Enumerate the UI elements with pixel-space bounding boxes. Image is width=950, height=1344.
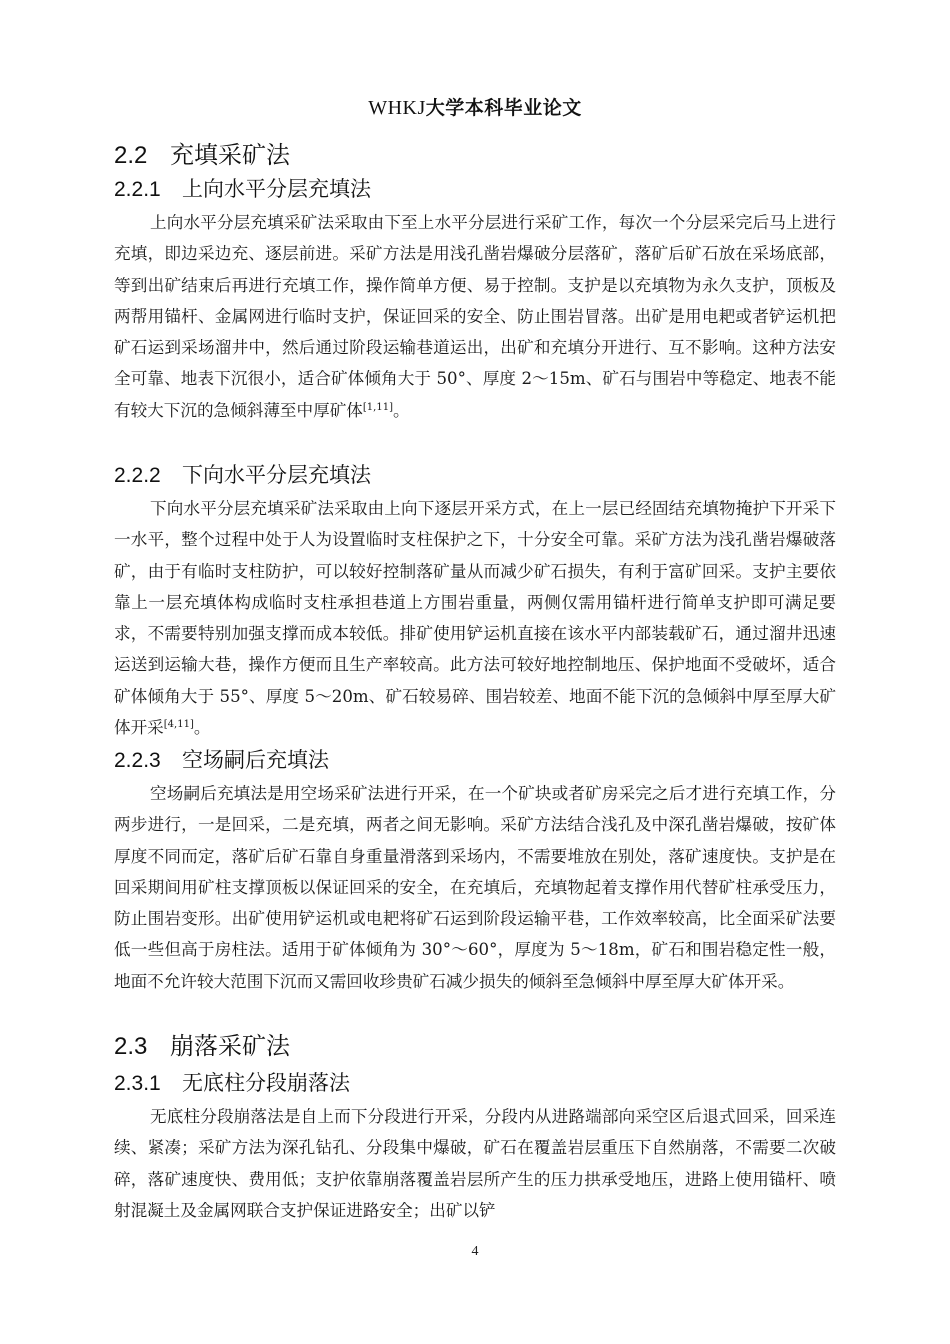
heading-number: 2.3 (114, 1033, 148, 1060)
heading-number: 2.3.1 (114, 1072, 161, 1095)
paragraph-text: 上向水平分层充填采矿法采取由下至上水平分层进行采矿工作，每次一个分层采完后马上进行充填，即边采边充、逐层前进。采矿方法是用浅孔凿岩爆破分层落矿，落矿后矿石放在采场底部，等到出矿结束后再进行充填工作，操作简单方便、易于控制。支护是以充填物为永久支护，顶板及两帮用锚杆、金属网进行临时支护，保证回采的安全、防止围岩冒落。出矿是用电耙或者铲运机把矿石运到采场溜井中，然后通过阶段运输巷道运出，出矿和充填分开进行、互不影响。这种方法安全可靠、地表下沉很小，适合矿体倾角大于 50°、厚度 2～15m、矿石与围岩中等稳定、地表不能有较大下沉的急倾斜薄至中厚矿体 (114, 213, 836, 420)
heading-number: 2.2.1 (114, 178, 161, 201)
heading-number: 2.2.3 (114, 749, 161, 772)
paragraph-end: 。 (193, 718, 211, 738)
heading-2-3 (114, 1030, 290, 1063)
heading-2-3-1 (114, 1068, 350, 1099)
paragraph-text: 下向水平分层充填采矿法采取由上向下逐层开采方式，在上一层已经固结充填物掩护下开采下一水平，整个过程中处于人为设置临时支柱保护之下，十分安全可靠。采矿方法为浅孔凿岩爆破落矿，由于有临时支柱防护，可以较好控制落矿量从而减少矿石损失，有利于富矿回采。支护主要依靠上一层充填体构成临时支柱承担巷道上方围岩重量，两侧仅需用锚杆进行简单支护即可满足要求，不需要特别加强支撑而成本较低。排矿使用铲运机直接在该水平内部装载矿石，通过溜井迅速运送到运输大巷，操作方便而且生产率较高。此方法可较好地控制地压、保护地面不受破坏，适合矿体倾角大于 55°、厚度 5～20m、矿石较易碎、围岩较差、地面不能下沉的急倾斜中厚至厚大矿体开采 (114, 499, 836, 738)
heading-title: 无底柱分段崩落法 (182, 1071, 350, 1095)
paragraph-2-2-1 (114, 207, 836, 426)
heading-2-2-2 (114, 460, 371, 491)
heading-2-2-1 (114, 174, 371, 205)
paragraph-2-2-3 (114, 778, 836, 997)
citation: [1,11] (362, 401, 393, 413)
page-number: 4 (471, 1244, 479, 1259)
heading-title: 崩落采矿法 (170, 1032, 290, 1060)
heading-title: 空场嗣后充填法 (182, 748, 329, 772)
header-chinese: 大学本科毕业论文 (425, 97, 582, 119)
heading-title: 充填采矿法 (170, 141, 290, 169)
paragraph-2-2-2 (114, 493, 836, 743)
paragraph-text: 无底柱分段崩落法是自上而下分段进行开采，分段内从进路端部向采空区后退式回采，回采连续、紧凑；采矿方法为深孔钻孔、分段集中爆破，矿石在覆盖岩层重压下自然崩落，不需要二次破碎，落矿速度快、费用低；支护依靠崩落覆盖岩层所产生的压力拱承受地压，进路上使用锚杆、喷射混凝土及金属网联合支护保证进路安全；出矿以铲 (114, 1107, 836, 1220)
citation: [4,11] (163, 719, 194, 731)
heading-title: 下向水平分层充填法 (182, 463, 371, 487)
running-header (0, 93, 950, 120)
heading-number: 2.2 (114, 142, 148, 169)
heading-title: 上向水平分层充填法 (182, 177, 371, 201)
header-latin: WHKJ (368, 97, 426, 119)
heading-number: 2.2.2 (114, 464, 161, 487)
paragraph-end: 。 (392, 400, 410, 420)
paragraph-text: 空场嗣后充填法是用空场采矿法进行开采，在一个矿块或者矿房采完之后才进行充填工作，分两步进行，一是回采，二是充填，两者之间无影响。采矿方法结合浅孔及中深孔凿岩爆破，按矿体厚度不同而定，落矿后矿石靠自身重量滑落到采场内，不需要堆放在别处，落矿速度快。支护是在回采期间用矿柱支撑顶板以保证回采的安全，在充填后，充填物起着支撑作用代替矿柱承受压力，防止围岩变形。出矿使用铲运机或电耙将矿石运到阶段运输平巷，工作效率较高，比全面采矿法要低一些但高于房柱法。适用于矿体倾角为 30°～60°，厚度为 5～18m，矿石和围岩稳定性一般，地面不允许较大范围下沉而又需回收珍贵矿石减少损失的倾斜至急倾斜中厚至厚大矿体开采。 (114, 784, 836, 991)
heading-2-2 (114, 139, 290, 172)
paragraph-2-3-1 (114, 1101, 836, 1226)
heading-2-2-3 (114, 745, 329, 776)
